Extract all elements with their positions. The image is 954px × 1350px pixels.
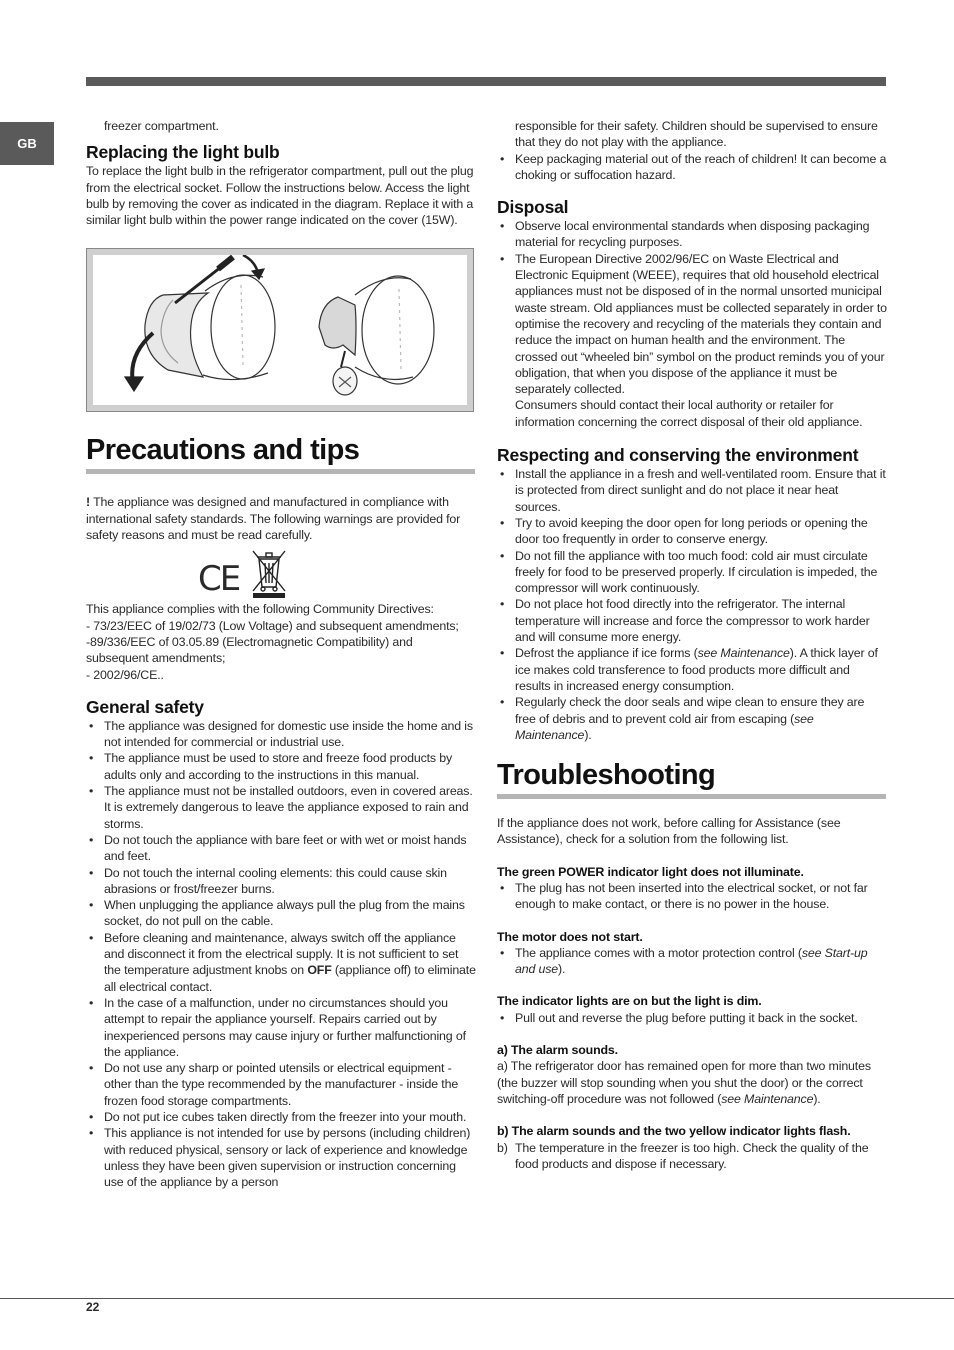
list-item: • When unplugging the appliance always pull the plug from the mains socket, do not pull on the cable. bbox=[86, 897, 476, 930]
list-item: • This appliance is not intended for use by persons (including children) with reduced physical, sensory or lack of experience and knowledge unless they have been given supervision or instruction concerning use of the appliance by a person bbox=[86, 1125, 476, 1190]
defrost-after: ). A thick layer of ice makes cold transference to food products more difficult and results in increased energy consumption. bbox=[515, 646, 878, 693]
disposal-list bbox=[497, 218, 887, 397]
cleaning-text-before: Before cleaning and maintenance, always switch off the appliance and disconnect it from the electrical supply. It is not sufficient to set the temperature adjustment knobs on bbox=[104, 930, 459, 978]
list-item: • Keep packaging material out of the reach of children! It can become a choking or suffocation hazard. bbox=[497, 151, 887, 184]
seals-before: Regularly check the door seals and wipe clean to ensure they are free of debris and to prevent cold air from escaping ( bbox=[515, 695, 865, 726]
list-item: b) The temperature in the freezer is too high. Check the quality of the food products and dispose if necessary. bbox=[497, 1140, 887, 1173]
header-bar bbox=[86, 77, 886, 86]
list-item: • Pull out and reverse the plug before putting it back in the socket. bbox=[497, 1010, 887, 1026]
seals-ref: see Maintenance bbox=[515, 711, 814, 742]
bulb-replacement-illustration bbox=[93, 255, 467, 405]
list-item: • The plug has not been inserted into the electrical socket, or not far enough to make contact, or there is no power in the house. bbox=[497, 880, 887, 913]
disposal-note: Consumers should contact their local authority or retailer for information concerning the correct disposal of their old appliance. bbox=[515, 398, 863, 429]
list-item: • The appliance was designed for domestic use inside the home and is not intended for commercial or industrial use. bbox=[86, 718, 476, 751]
list-item: • Try to avoid keeping the door open for long periods or opening the door too frequently in order to conserve energy. bbox=[497, 515, 887, 548]
general-safety-list bbox=[86, 718, 476, 1191]
directive-line: - 2002/96/CE.. bbox=[86, 667, 164, 682]
motor-before: The appliance comes with a motor protection control ( bbox=[515, 945, 802, 960]
alarm-heading: a) The alarm sounds. bbox=[497, 1043, 618, 1058]
list-item: • Observe local environmental standards when disposing packaging material for recycling purposes. bbox=[497, 218, 887, 251]
bulb-text: To replace the light bulb in the refrigerator compartment, pull out the plug from the electrical socket. Follow the instructions below. Access the light bulb by removing the cover as indicated in the diagram. Replace it with a similar light bulb within the power range indicated on the cover (15W). bbox=[86, 164, 474, 228]
dim-heading: The indicator lights are on but the light is dim. bbox=[497, 994, 762, 1009]
directive-line: -89/336/EEC of 03.05.89 (Electromagnetic Compatibility) and subsequent amendments; bbox=[86, 634, 413, 666]
list-item: • Do not touch the appliance with bare feet or with wet or moist hands and feet. bbox=[86, 832, 476, 865]
general-safety-heading: General safety bbox=[86, 696, 204, 717]
yellow-heading: b) The alarm sounds and the two yellow indicator lights flash. bbox=[497, 1124, 851, 1139]
list-item bbox=[497, 694, 887, 743]
troubleshooting-rule bbox=[497, 794, 886, 799]
list-item: • Install the appliance in a fresh and well-ventilated room. Ensure that it is protected from direct sunlight and do not place it near heat sources. bbox=[497, 466, 887, 515]
language-tab: GB bbox=[0, 122, 54, 165]
list-item: • Do not use any sharp or pointed utensils or electrical equipment - other than the type recommended by the manufacturer - inside the frozen food storage compartments. bbox=[86, 1060, 476, 1109]
cleaning-text-off: OFF bbox=[307, 963, 332, 978]
alarm-before: a) The refrigerator door has remained open for more than two minutes (the buzzer will stop sounding when you shut the door) or the correct switching-off procedure was not followed ( bbox=[497, 1059, 871, 1106]
environment-list bbox=[497, 466, 887, 743]
footer-rule bbox=[0, 1298, 954, 1299]
list-item: • Do not place hot food directly into the refrigerator. The internal temperature will increase and force the compressor to work harder and will consume more energy. bbox=[497, 596, 887, 645]
troubleshooting-title: Troubleshooting bbox=[497, 759, 716, 792]
right-column bbox=[497, 118, 887, 1172]
list-item: • Do not touch the internal cooling elements: this could cause skin abrasions or frost/freezer burns. bbox=[86, 865, 476, 898]
defrost-ref: see Maintenance bbox=[697, 646, 790, 661]
page-number: 22 bbox=[86, 1300, 100, 1314]
left-column bbox=[86, 118, 476, 1190]
directive-line: - 73/23/EEC of 19/02/73 (Low Voltage) and subsequent amendments; bbox=[86, 618, 459, 633]
ce-mark-icon: CE bbox=[198, 559, 240, 600]
list-item bbox=[86, 930, 476, 995]
disposal-heading: Disposal bbox=[497, 197, 569, 218]
list-item: • The appliance must be used to store and freeze food products by adults only and according to the instructions in this manual. bbox=[86, 750, 476, 783]
continued-text: responsible for their safety. Children should be supervised to ensure that they do not play with the appliance. bbox=[515, 119, 878, 150]
precautions-intro bbox=[86, 494, 476, 543]
intro-fragment: freezer compartment. bbox=[104, 119, 219, 133]
list-item bbox=[497, 645, 887, 694]
power-heading: The green POWER indicator light does not illuminate. bbox=[497, 864, 804, 879]
precautions-title: Precautions and tips bbox=[86, 434, 360, 467]
directives-list bbox=[86, 601, 476, 682]
light-bulb-diagram bbox=[86, 248, 474, 412]
compliance-marks bbox=[198, 543, 476, 599]
alarm-ref: see Maintenance bbox=[721, 1091, 814, 1106]
cleaning-text-after: (appliance off) to eliminate all electrical contact. bbox=[104, 963, 476, 994]
precautions-intro-text: The appliance was designed and manufactured in compliance with international safety standards. The following warnings are provided for safety reasons and must be read carefully. bbox=[86, 495, 461, 543]
seals-after: ). bbox=[584, 727, 592, 742]
alarm-text bbox=[497, 1058, 887, 1107]
crossed-bin-icon bbox=[249, 547, 289, 599]
precautions-rule bbox=[86, 469, 475, 474]
motor-ref: see Start-up and use bbox=[515, 945, 868, 977]
list-item bbox=[497, 945, 887, 978]
list-item: • Do not fill the appliance with too much food: cold air must circulate freely for food to be preserved properly. If circulation is impeded, the compressor will work continuously. bbox=[497, 548, 887, 597]
list-item: • The appliance must not be installed outdoors, even in covered areas. It is extremely dangerous to leave the appliance exposed to rain and storms. bbox=[86, 783, 476, 832]
list-item: • In the case of a malfunction, under no circumstances should you attempt to repair the appliance yourself. Repairs carried out by inexperienced persons may cause injury or further malfunctioning of the appliance. bbox=[86, 995, 476, 1060]
environment-heading: Respecting and conserving the environment bbox=[497, 445, 859, 466]
bulb-heading: Replacing the light bulb bbox=[86, 142, 280, 163]
warning-mark: ! bbox=[86, 495, 90, 510]
list-item: • Do not put ice cubes taken directly from the freezer into your mouth. bbox=[86, 1109, 476, 1125]
list-item: • The European Directive 2002/96/EC on Waste Electrical and Electronic Equipment (WEEE), requires that old household electrical appliances must not be disposed of in the normal unsorted municipal waste stream. Old appliances must be collected separately in order to optimise the recovery and recycling of the materials they contain and reduce the impact on human health and the environment. The crossed out “wheeled bin” symbol on the product reminds you of your obligation, that when you dispose of the appliance it must be separately collected. bbox=[497, 251, 887, 398]
motor-after: ). bbox=[558, 962, 566, 977]
motor-heading: The motor does not start. bbox=[497, 929, 643, 944]
troubleshooting-intro: If the appliance does not work, before calling for Assistance (see Assistance), check for a solution from the following list. bbox=[497, 816, 841, 847]
alarm-after: ). bbox=[813, 1091, 821, 1106]
defrost-before: Defrost the appliance if ice forms ( bbox=[515, 646, 698, 661]
directive-line: This appliance complies with the following Community Directives: bbox=[86, 602, 434, 617]
